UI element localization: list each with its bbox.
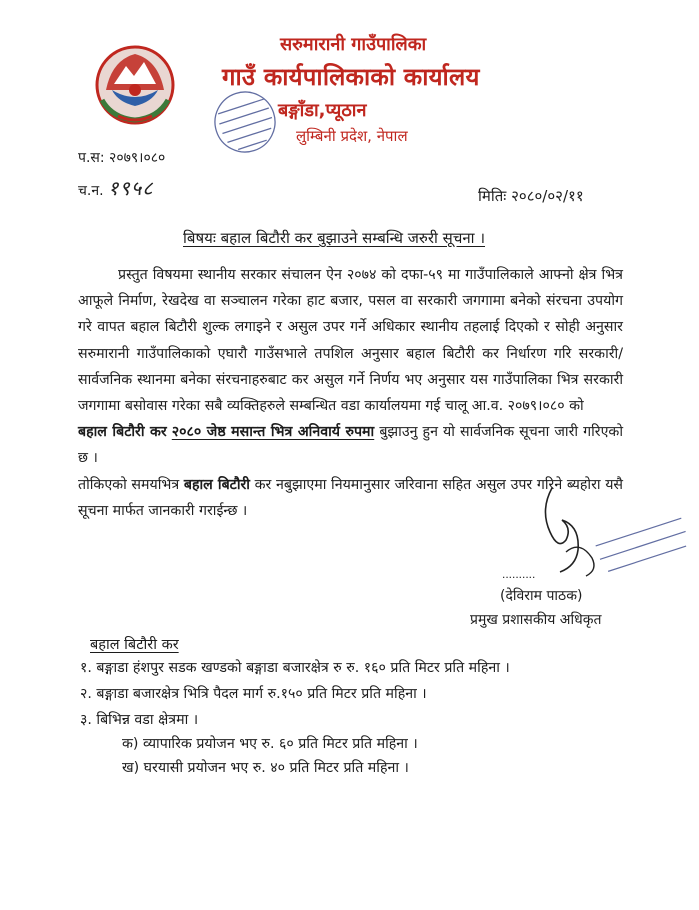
reference-number: प.स: २०७९।०८० [78,150,166,166]
government-emblem-icon [92,40,178,126]
signatory-title: प्रमुख प्रशासकीय अधिकृत [470,612,602,628]
municipality-name: सरुमारानी गाउँपालिका [280,34,427,55]
date [478,186,584,206]
paragraph-2-post: कर नबुझाएमा नियमानुसार जरिवाना सहित असुल उपर गरिने ब्यहोरा यसै सूचना मार्फत जानकारी गराईन्छ । [78,476,624,519]
office-title: गाउँ कार्यपालिकाको कार्यालय [222,63,480,91]
date-value: २०८०/०२/११ [511,187,584,205]
tax-list-heading: बहाल बिटौरी कर [90,637,179,653]
office-address: बङ्गाँडा,प्यूठान [278,100,367,121]
date-label: मितिः [478,187,507,205]
subject-line: बिषयः बहाल बिटौरी कर बुझाउने सम्बन्धि जरुरी सूचना । [183,229,486,247]
signatory-name: (देविराम पाठक) [500,588,583,604]
tax-list-subitem: क) व्यापारिक प्रयोजन भए रु. ६० प्रति मिटर प्रति महिना । [122,736,418,752]
paragraph-2-bold: बहाल बिटौरी [183,476,250,493]
tax-list-subitem: ख) घरयासी प्रयोजन भए रु. ४० प्रति मिटर प्रति महिना । [122,760,409,776]
tax-list-item: ३. बिभिन्न वडा क्षेत्रमा । [80,712,199,728]
paragraph-1 [78,262,623,472]
signature-image [500,480,690,588]
tax-list-item: २. बङ्गाडा बजारक्षेत्र भित्रि पैदल मार्ग रु.१५० प्रति मिटर प्रति महिना । [80,686,427,702]
paragraph-1-text: प्रस्तुत विषयमा स्थानीय सरकार संचालन ऐन २०७४ को दफा-५९ मा गाउँपालिकाले आफ्नो क्षेत्र भित्र आफूले निर्माण, रेखदेख वा सञ्चालन गरेका हाट बजार, पसल वा सरकारी जगगामा बनेको संरचना उपयोग गरे वापत बहाल बिटौरी शुल्क लगाइने र असुल उपर गर्ने अधिकार स्थानीय तहलाई दिएको र सोही अनुसार सरुमारानी गाउँपालिकाको एघारौ गाउँसभाले तपशिल अनुसार बहाल बिटौरी कर निर्धारण गरि सरकारी/सार्वजनिक स्थानमा बनेका संरचनाहरुबाट कर असुल गर्ने निर्णय भए अनुसार यस गाउँपालिका भित्र सरकारी जगगामा बसोवास गरेका सबै व्यक्तिहरुले सम्बन्धित वडा कार्यालयमा गई चालू आ.व. २०७९।०८० को [78,267,623,415]
deadline-text: २०८० जेष्ठ मसान्त भित्र अनिवार्य रुपमा [171,424,375,441]
dispatch-value: १९५८ [108,176,154,200]
tax-list-item: १. बङ्गाडा हंशपुर सडक खण्डको बङ्गाडा बजारक्षेत्र रु रु. १६० प्रति मिटर प्रति महिना । [80,660,510,676]
signature-dots: .......... [502,567,536,581]
dispatch-label: च.न. [78,183,104,199]
paragraph-1-tail: बुझाउनु हुन यो सार्वजनिक सूचना जारी गरिएको छ । [78,424,624,467]
paragraph-2-pre: तोकिएको समयभित्र [78,476,180,493]
tax-name-bold: बहाल बिटौरी कर [78,424,167,441]
province-address: लुम्बिनी प्रदेश, नेपाल [296,127,408,145]
office-stamp-icon [212,88,278,156]
dispatch-number [78,174,154,201]
